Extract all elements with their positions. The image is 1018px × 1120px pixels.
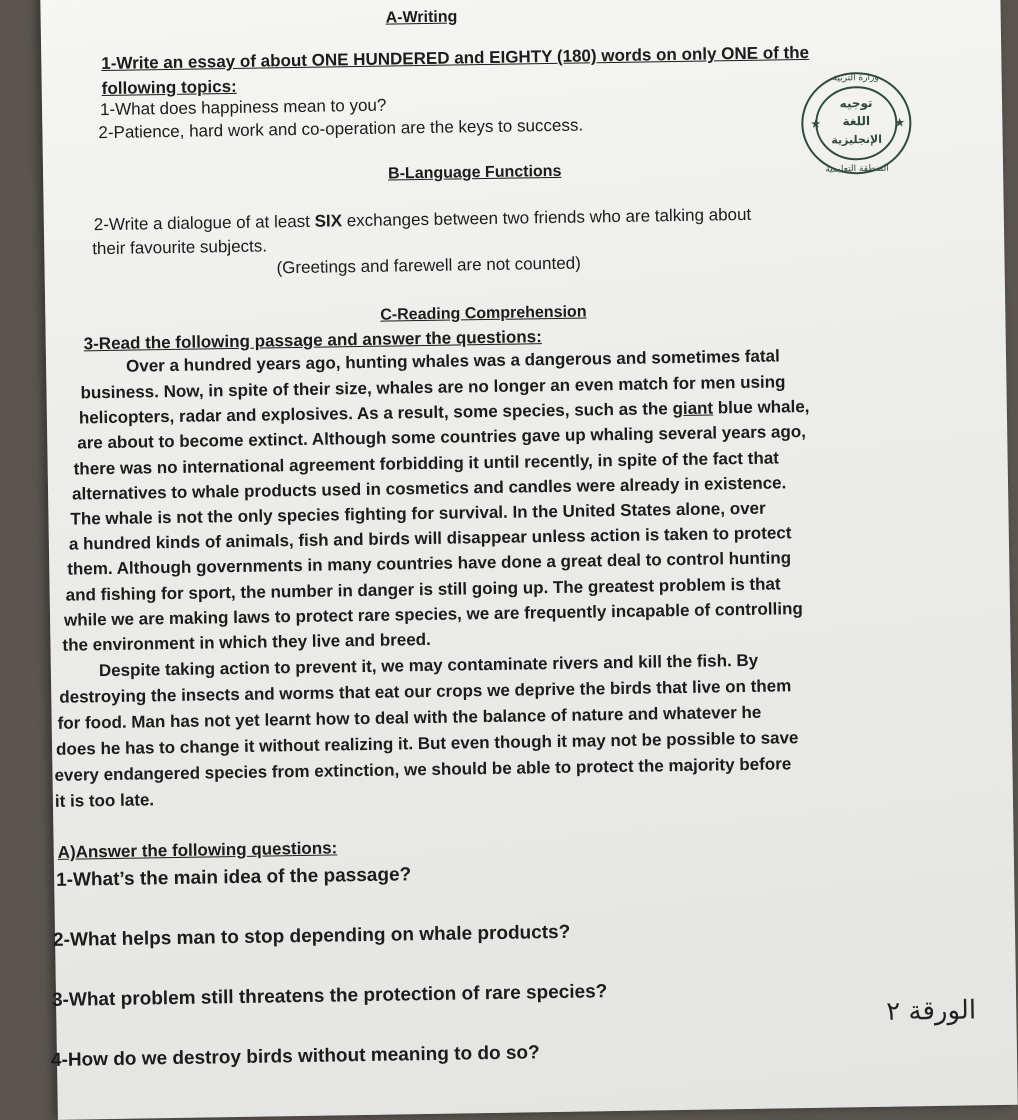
passage-line: Despite taking action to prevent it, we may contaminate rivers and kill the fish. By — [98, 650, 759, 681]
passage-line: are about to become extinct. Although some countries gave up whaling several years ago, — [77, 422, 807, 453]
question-3: 3-What problem still threatens the protection of rare species? — [51, 981, 608, 1011]
passage-line: a hundred kinds of animals, fish and birds will disappear unless action is taken to protect — [68, 523, 792, 554]
passage-line: and fishing for sport, the number in danger is still going up. The greatest problem is that — [65, 574, 781, 605]
writing-topic-1: 1-What does happiness mean to you? — [99, 95, 387, 120]
passage-line: it is too late. — [54, 790, 155, 811]
passage-line: business. Now, in spite of their size, whales are no longer an even match for men using — [80, 372, 786, 403]
question-1: 1-What’s the main idea of the passage? — [55, 864, 412, 891]
language-instruction-line2: their favourite subjects. — [92, 236, 268, 259]
passage-line: Over a hundred years ago, hunting whales was a dangerous and sometimes fatal — [125, 346, 780, 376]
language-instruction-a: 2-Write a dialogue of at least — [93, 211, 315, 235]
passage-line: helicopters, radar and explosives. As a result, some species, such as the giant blue whale, — [78, 396, 810, 428]
stamp-line-2: توجيه — [839, 95, 873, 111]
stamp-star-right-icon: ★ — [894, 115, 906, 130]
writing-instruction-text1: 1-Write an essay of about ONE HUNDERED and EIGHTY (180) words on only ONE of the — [101, 42, 810, 74]
passage-line: The whale is not the only species fighting for survival. In the United States alone, over — [70, 498, 766, 529]
stamp-line-3: اللغة — [842, 113, 871, 129]
language-instruction-b: exchanges between two friends who are talking about — [341, 204, 752, 231]
writing-instruction-line1 — [101, 43, 809, 74]
passage-line: there was no international agreement forbidding it until recently, in spite of the fact that — [73, 448, 780, 479]
writing-heading: A-Writing — [385, 8, 458, 27]
passage-line: destroying the insects and worms that eat our crops we deprive the birds that live on them — [59, 676, 792, 707]
reading-heading: C-Reading Comprehension — [380, 303, 587, 324]
language-heading: B-Language Functions — [387, 162, 562, 183]
question-4: 4-How do we destroy birds without meaning to do so? — [50, 1042, 540, 1071]
passage-line: the environment in which they live and breed. — [62, 629, 431, 655]
questions-heading: A)Answer the following questions: — [57, 838, 338, 862]
writing-topic-2: 2-Patience, hard work and co-operation are the keys to success. — [98, 115, 584, 143]
language-note: (Greetings and farewell are not counted) — [276, 253, 581, 278]
writing-instruction-line2: following topics: — [101, 76, 237, 99]
passage-line: for food. Man has not yet learnt how to deal with the balance of nature and whatever he — [57, 702, 762, 733]
reading-instruction: 3-Read the following passage and answer the questions: — [83, 327, 542, 354]
exam-content — [40, 0, 1016, 1085]
passage-line: every endangered species from extinction, we should be able to protect the majority before — [54, 754, 792, 785]
stamp-line-4: الإنجليزية — [831, 132, 883, 147]
question-2: 2-What helps man to stop depending on whale products? — [52, 921, 571, 951]
stamp-line-1: وزارة التربية — [832, 72, 879, 84]
language-instruction-bold: SIX — [314, 211, 343, 231]
stamp-star-left-icon: ★ — [810, 116, 822, 131]
page-marker: الورقة ٢ — [886, 995, 977, 1027]
passage-line: while we are making laws to protect rare species, we are frequently incapable of controlling — [63, 599, 803, 630]
passage-line: them. Although governments in many countries have done a great deal to control hunting — [67, 548, 792, 579]
official-stamp — [797, 66, 915, 180]
exam-paper — [40, 0, 1018, 1120]
passage-line: does he has to change it without realizing it. But even though it may not be possible to save — [55, 728, 799, 759]
stamp-line-5: المنطقة التعليمية — [825, 163, 889, 175]
passage-line: alternatives to whale products used in cosmetics and candles were already in existence. — [71, 473, 787, 504]
language-instruction — [94, 205, 752, 235]
